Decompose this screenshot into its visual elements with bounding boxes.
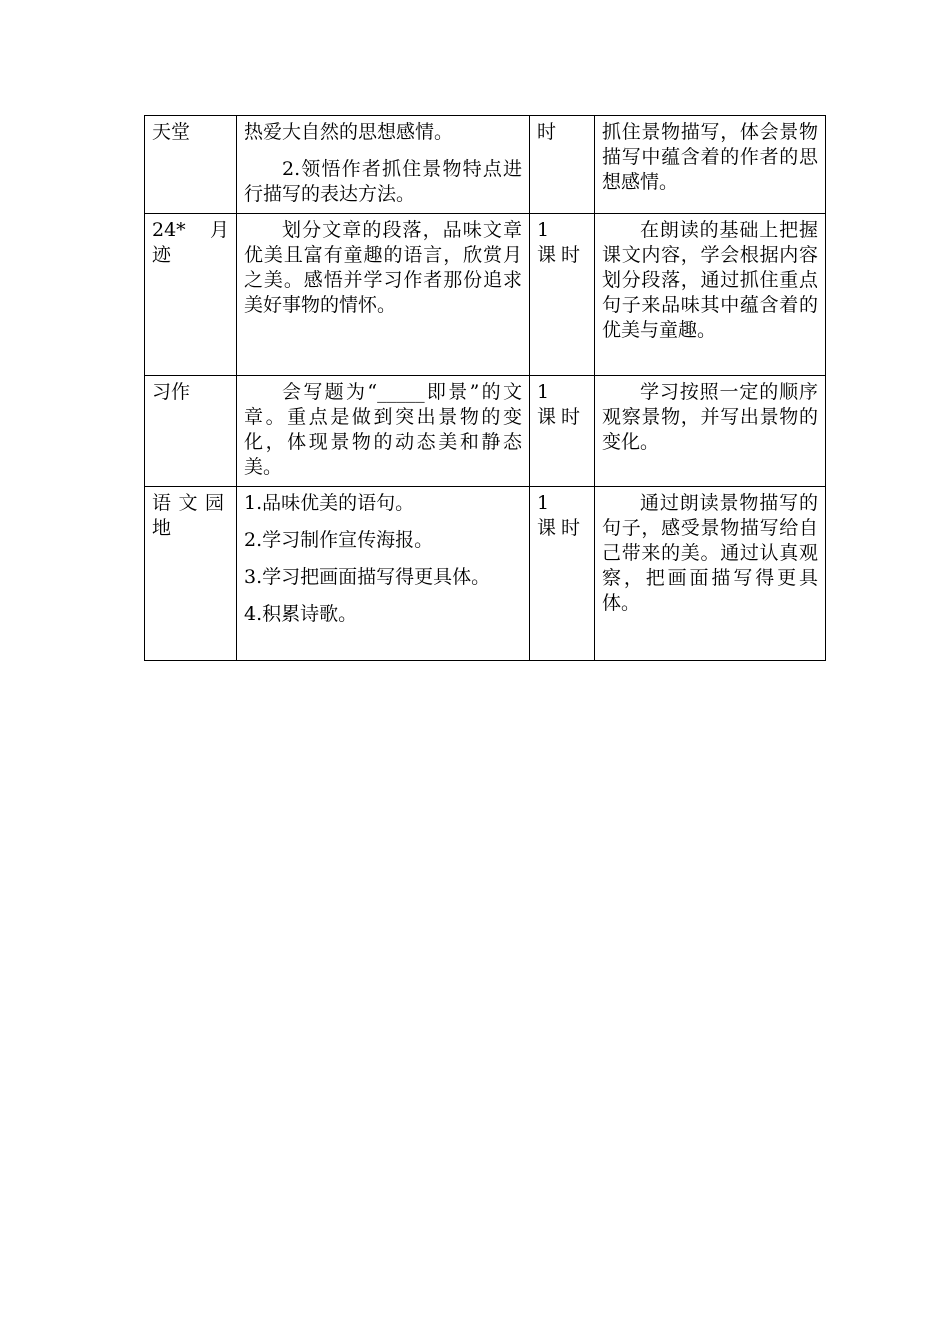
unit-title: 天堂 xyxy=(152,121,191,143)
goal-text: 2.领悟作者抓住景物特点进行描写的表达方法。 xyxy=(244,158,522,205)
class-hours: 1 课时 xyxy=(537,219,586,266)
hours-cell xyxy=(530,116,595,214)
hours-cell xyxy=(530,376,595,487)
unit-title: 习作 xyxy=(152,381,191,403)
hours-cell xyxy=(530,487,595,661)
focus-text: 学习按照一定的顺序观察景物，并写出景物的变化。 xyxy=(602,381,818,453)
goal-text: 热爱大自然的思想感情。 xyxy=(244,121,454,143)
goals-cell xyxy=(237,487,530,661)
focus-cell xyxy=(595,376,826,487)
focus-text: 通过朗读景物描写的句子，感受景物描写给自己带来的美。通过认真观察，把画面描写得更具体。 xyxy=(602,492,818,614)
unit-cell xyxy=(145,214,237,376)
focus-cell xyxy=(595,487,826,661)
table-row xyxy=(145,487,826,661)
goal-text: 1.品味优美的语句。 xyxy=(244,492,415,514)
goal-text: 4.积累诗歌。 xyxy=(244,603,358,625)
goal-text: 会写题为“_____即景”的文章。重点是做到突出景物的变化，体现景物的动态美和静态美。 xyxy=(244,381,522,478)
focus-cell xyxy=(595,116,826,214)
hours-cell xyxy=(530,214,595,376)
table-row xyxy=(145,116,826,214)
teaching-plan-table xyxy=(144,115,826,661)
unit-title: 24* 月迹 xyxy=(152,219,229,266)
class-hours: 1 课时 xyxy=(537,381,586,428)
class-hours: 时 xyxy=(537,121,557,143)
unit-cell xyxy=(145,487,237,661)
unit-cell xyxy=(145,116,237,214)
focus-text: 在朗读的基础上把握课文内容，学会根据内容划分段落，通过抓住重点句子来品味其中蕴含着的优美与童趣。 xyxy=(602,219,818,341)
goal-text: 划分文章的段落，品味文章优美且富有童趣的语言，欣赏月之美。感悟并学习作者那份追求美好事物的情怀。 xyxy=(244,219,522,316)
class-hours: 1 课时 xyxy=(537,492,586,539)
goals-cell xyxy=(237,116,530,214)
table-row xyxy=(145,214,826,376)
unit-cell xyxy=(145,376,237,487)
goal-text: 2.学习制作宣传海报。 xyxy=(244,529,434,551)
focus-cell xyxy=(595,214,826,376)
goals-cell xyxy=(237,214,530,376)
table-row xyxy=(145,376,826,487)
focus-text: 抓住景物描写，体会景物描写中蕴含着的作者的思想感情。 xyxy=(602,121,818,193)
goals-cell xyxy=(237,376,530,487)
unit-title: 语文园地 xyxy=(152,492,229,539)
goal-text: 3.学习把画面描写得更具体。 xyxy=(244,566,491,588)
